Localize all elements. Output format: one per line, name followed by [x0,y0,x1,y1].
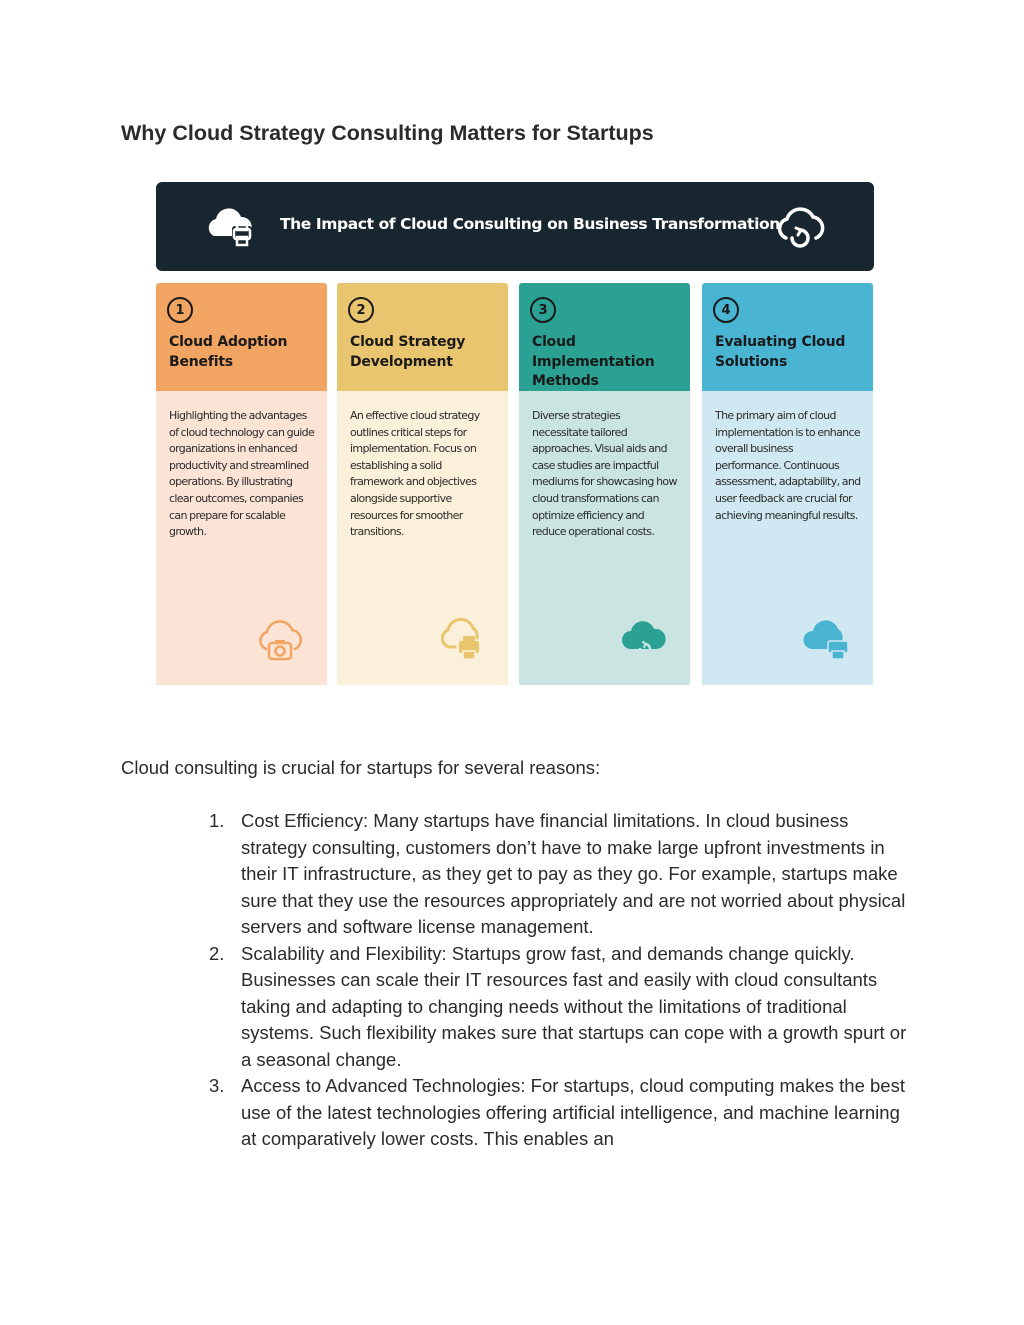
card-text: Diverse strategies necessitate tailored approaches. Visual aids and case studies are impactful mediums for showcasing how cloud transformations can optimize efficiency and reduce operational costs. [532,409,677,539]
card-title: Cloud Implementation Methods [532,334,655,389]
step-number: 2 [348,297,374,323]
card-text: An effective cloud strategy outlines critical steps for implementation. Focus on establishing a solid framework and objectives alongside supportive resources for smoother transitions. [350,409,480,539]
card-body [156,391,327,685]
card-text: Highlighting the advantages of cloud technology can guide organizations in enhanced productivity and streamlined operations. By illustrating clear outcomes, companies can prepare for scalable growth. [169,409,315,539]
cloud-printer-icon [800,615,852,663]
intro-paragraph: Cloud consulting is crucial for startups for several reasons: [121,757,601,778]
card-body [519,391,690,685]
card-text: The primary aim of cloud implementation is to enhance overall business performance. Continuous assessment, adaptability, and user feedback are crucial for achieving meaningful results. [715,409,861,522]
page-title: Why Cloud Strategy Consulting Matters for Startups [121,121,654,145]
list-item-number: 2. [209,942,225,964]
card-header [702,283,873,391]
list-item [121,941,911,1074]
card-cloud-strategy-development [337,283,508,685]
infographic [156,182,874,685]
cloud-refresh-icon [774,204,826,250]
card-title: Evaluating Cloud Solutions [715,334,846,370]
list-item [121,808,911,941]
list-item-text: Cost Efficiency: Many startups have financial limitations. In cloud business strategy consulting, customers don’t have to make large upfront investments in their IT infrastructure, as they get to pay as they go. For example, startups make sure that they use the resources appropriately and are not worried about physical servers and software license management. [241,810,906,937]
card-header [519,283,690,391]
cloud-refresh-icon [617,615,669,663]
infographic-title: The Impact of Cloud Consulting on Business Transformation [280,215,780,233]
card-title: Cloud Strategy Development [350,334,466,370]
cloud-camera-icon [254,615,306,663]
card-cloud-adoption-benefits [156,283,327,685]
list-item-number: 1. [209,810,225,831]
card-title: Cloud Adoption Benefits [169,334,288,370]
list-item-text: Scalability and Flexibility: Startups grow fast, and demands change quickly. Businesses can scale their IT resources fast and easily with cloud consultants taking and adapting to changing needs without the limitations of traditional systems. Such flexibility makes sure that startups can cope with a growth spurt or a seasonal change. [241,942,907,1070]
reasons-list [121,808,911,1153]
step-number: 1 [167,297,193,323]
card-header [337,283,508,391]
card-body [702,391,873,685]
cloud-printer-icon [204,206,258,248]
card-body [337,391,508,685]
list-item-number: 3. [209,1075,225,1096]
card-header [156,283,327,391]
list-item-text: Access to Advanced Technologies: For startups, cloud computing makes the best use of the latest technologies offering artificial intelligence, and machine learning at comparatively lower costs. This enables an [241,1075,905,1149]
step-number: 4 [713,297,739,323]
list-item [121,1073,911,1153]
card-evaluating-cloud-solutions [702,283,873,685]
infographic-header [156,182,874,271]
cloud-printer-icon [435,615,487,663]
card-cloud-implementation-methods [519,283,690,685]
step-number: 3 [530,297,556,323]
